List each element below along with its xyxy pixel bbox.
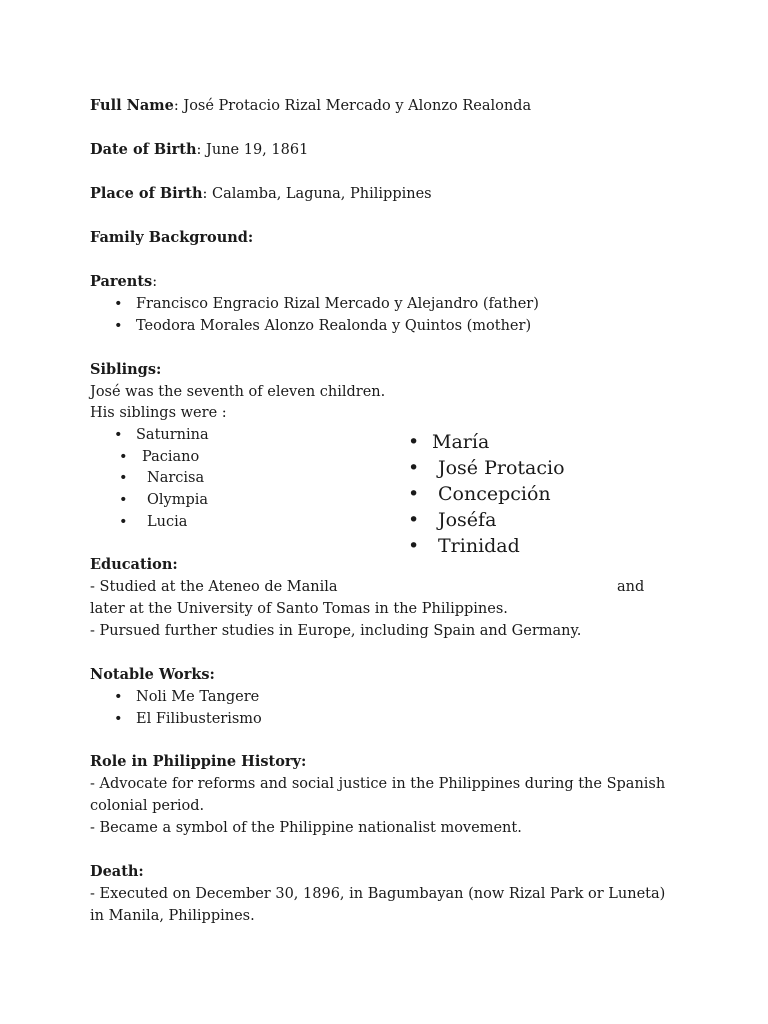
- bullet-icon: •: [114, 427, 123, 443]
- parents-label: Parents: [90, 273, 153, 290]
- birth-date-line: [90, 139, 308, 161]
- education-line-3: - Pursued further studies in Europe, including Spain and Germany.: [90, 623, 582, 639]
- full-name-value: José Protacio Rizal Mercado y Alonzo Realonda: [183, 98, 532, 114]
- birth-date-value: June 19, 1861: [206, 142, 309, 158]
- parents-sep: :: [152, 274, 158, 290]
- parent-father: Francisco Engracio Rizal Mercado y Alejandro (father): [136, 296, 539, 312]
- education-line-2: later at the University of Santo Tomas in the Philippines.: [90, 601, 508, 617]
- sibling-name: Trinidad: [438, 535, 520, 557]
- bullet-icon: •: [114, 711, 123, 727]
- birth-place-label: Place of Birth: [90, 185, 203, 202]
- bullet-icon: •: [119, 449, 128, 465]
- birth-place-value: Calamba, Laguna, Philippines: [212, 186, 432, 202]
- death-line-1: - Executed on December 30, 1896, in Bagumbayan (now Rizal Park or Luneta): [90, 886, 666, 902]
- full-name-line: [90, 95, 531, 117]
- birth-place-line: [90, 183, 432, 205]
- sibling-name: Concepción: [438, 483, 551, 505]
- sibling-name: Saturnina: [136, 427, 209, 443]
- sibling-name: Paciano: [142, 449, 200, 465]
- work-title: Noli Me Tangere: [136, 689, 260, 705]
- education-line-1-end: and: [617, 579, 645, 595]
- sibling-name: Narcisa: [147, 470, 205, 486]
- bullet-icon: •: [408, 535, 420, 557]
- bullet-icon: •: [119, 470, 128, 486]
- sibling-name: María: [432, 431, 490, 453]
- sibling-name: Olympia: [147, 492, 209, 508]
- bullet-icon: •: [114, 296, 123, 312]
- bullet-icon: •: [408, 483, 420, 505]
- work-title: El Filibusterismo: [136, 711, 262, 727]
- notable-works-heading: Notable Works:: [90, 666, 215, 683]
- birth-date-label: Date of Birth: [90, 141, 197, 158]
- full-name-sep: :: [173, 98, 179, 114]
- death-line-2: in Manila, Philippines.: [90, 908, 255, 924]
- role-heading: Role in Philippine History:: [90, 753, 307, 770]
- role-line-1: - Advocate for reforms and social justice in the Philippines during the Spanish: [90, 776, 666, 792]
- bullet-icon: •: [119, 514, 128, 530]
- bullet-icon: •: [408, 457, 420, 479]
- birth-date-sep: :: [196, 142, 202, 158]
- bullet-icon: •: [119, 492, 128, 508]
- siblings-intro-1: José was the seventh of eleven children.: [90, 384, 386, 400]
- role-line-3: - Became a symbol of the Philippine nationalist movement.: [90, 820, 522, 836]
- sibling-name: Lucia: [147, 514, 188, 530]
- parents-line: [90, 271, 157, 293]
- family-background-heading: Family Background:: [90, 229, 254, 246]
- education-heading: Education:: [90, 556, 178, 573]
- role-line-2: colonial period.: [90, 798, 205, 814]
- full-name-label: Full Name: [90, 97, 174, 114]
- bullet-icon: •: [114, 318, 123, 334]
- bullet-icon: •: [408, 431, 420, 453]
- education-line-1-start: - Studied at the Ateneo de Manila: [90, 579, 338, 595]
- parent-mother: Teodora Morales Alonzo Realonda y Quintos (mother): [136, 318, 532, 334]
- death-heading: Death:: [90, 863, 144, 880]
- sibling-name: Joséfa: [438, 509, 497, 531]
- siblings-heading: Siblings:: [90, 361, 162, 378]
- bullet-icon: •: [114, 689, 123, 705]
- education-line-1: [90, 576, 338, 598]
- sibling-name: José Protacio: [438, 457, 565, 479]
- siblings-intro-2: His siblings were :: [90, 405, 227, 421]
- birth-place-sep: :: [202, 186, 208, 202]
- bullet-icon: •: [408, 509, 420, 531]
